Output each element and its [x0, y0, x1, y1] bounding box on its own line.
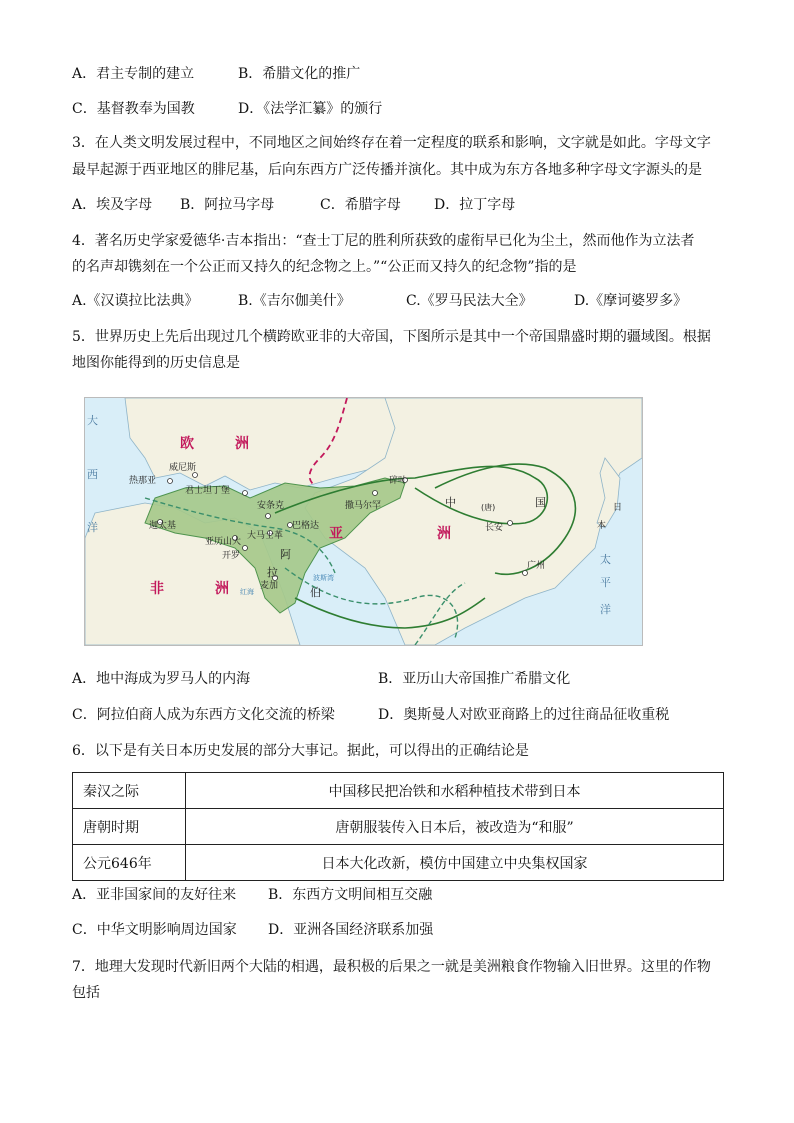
- map-label-baghdad: 巴格达: [292, 521, 320, 531]
- q2-option-a: A．君主专制的建立: [72, 66, 195, 82]
- q5-option-d: D．奥斯曼人对欧亚商路上的过往商品征收重税: [378, 707, 670, 723]
- table-row: [73, 809, 724, 845]
- map-label-ya: 亚: [329, 526, 343, 542]
- guangzhou-dot: [523, 571, 528, 576]
- map-label-la: 拉: [267, 566, 278, 579]
- q5-stem-line1: 5．世界历史上先后出现过几个横跨欧亚非的大帝国，下图所示是其中一个帝国鼎盛时期的疆域图。根据: [72, 329, 711, 345]
- q2-option-d: D．《法学汇纂》的颁行: [238, 101, 383, 117]
- q3-stem-line1: 3．在人类文明发展过程中，不同地区之间始终存在着一定程度的联系和影响，文字就是如此。字母文字: [72, 135, 711, 151]
- map-label-bo: 伯: [310, 586, 321, 599]
- q3-stem-line2: 最早起源于西亚地区的腓尼基，后向东西方广泛传播并演化。其中成为东方各地多种字母文字源头的是: [72, 162, 702, 178]
- map-label-changan: 长安: [485, 523, 504, 533]
- map-label-tai: 太: [600, 553, 611, 566]
- events-table: [72, 772, 724, 881]
- map-label-zhong: 中: [445, 496, 456, 509]
- q4-stem-line2: 的名声却镌刻在一个公正而又持久的纪念物之上。”“公正而又持久的纪念物”指的是: [72, 259, 577, 275]
- q6-option-c: C．中华文明影响周边国家: [72, 922, 237, 938]
- map-label-carthage: 迦太基: [149, 521, 177, 531]
- q4-option-a: A.《汉谟拉比法典》: [72, 293, 199, 309]
- q2-option-c: C．基督教奉为国教: [72, 101, 195, 117]
- map-label-ping: 平: [600, 576, 611, 589]
- map-label-guo: 国: [535, 496, 546, 509]
- map-label-damascus: 大马士革: [247, 531, 284, 541]
- map-label-persian-gulf: 波斯湾: [313, 574, 334, 582]
- map-label-yang: 洋: [87, 521, 98, 534]
- table-row: [73, 845, 724, 881]
- table-row: [73, 773, 724, 809]
- period-cell: 公元646年: [73, 845, 186, 881]
- samarkand-dot: [373, 491, 378, 496]
- map-label-venice: 威尼斯: [169, 463, 197, 473]
- q5-option-c: C．阿拉伯商人成为东西方文化交流的桥梁: [72, 707, 335, 723]
- genoa-dot: [168, 479, 173, 484]
- q4-option-c: C.《罗马民法大全》: [406, 293, 533, 309]
- period-cell: 唐朝时期: [73, 809, 186, 845]
- q5-option-a: A．地中海成为罗马人的内海: [72, 671, 251, 687]
- map-label-cairo: 开罗: [222, 551, 241, 561]
- q7-stem-line1: 7．地理大发现时代新旧两个大陆的相遇，最积极的后果之一就是美洲粮食作物输入旧世界。这里的作物: [72, 959, 711, 975]
- map-label-suiye: 碎叶: [389, 476, 408, 486]
- map-label-ben: 本: [597, 521, 607, 531]
- q5-stem-line2: 地图你能得到的历史信息是: [72, 355, 240, 371]
- map-label-mecca: 麦加: [260, 581, 279, 591]
- q7-stem-line2: 包括: [72, 985, 100, 1001]
- map-label-guangzhou: 广州: [527, 561, 546, 571]
- q3-option-d: D．拉丁字母: [434, 197, 516, 213]
- map-label-fei: 非: [150, 581, 164, 597]
- q4-option-b: B.《吉尔伽美什》: [238, 293, 351, 309]
- q6-option-b: B．东西方文明间相互交融: [268, 887, 433, 903]
- q2-option-b: B．希腊文化的推广: [238, 66, 361, 82]
- q6-option-d: D．亚洲各国经济联系加强: [268, 922, 434, 938]
- q4-option-d: D.《摩诃婆罗多》: [574, 293, 688, 309]
- q4-stem-line1: 4．著名历史学家爱德华·吉本指出：“查士丁尼的胜利所获致的虚衔早已化为尘土，然而他作为立法者: [72, 233, 695, 249]
- event-cell: 日本大化改新，模仿中国建立中央集权国家: [186, 845, 724, 881]
- venice-dot: [193, 473, 198, 478]
- antioch-dot: [266, 514, 271, 519]
- map-label-red-sea: 红海: [240, 588, 254, 596]
- event-cell: 中国移民把冶铁和水稻种植技术带到日本: [186, 773, 724, 809]
- q3-option-c: C．希腊字母: [320, 197, 401, 213]
- map-label-samarkand: 撒马尔罕: [345, 501, 382, 511]
- q6-stem: 6．以下是有关日本历史发展的部分大事记。据此，可以得出的正确结论是: [72, 743, 529, 759]
- cairo-dot: [243, 546, 248, 551]
- map-label-yang-pac: 洋: [600, 603, 611, 616]
- map-label-ri: 日: [613, 503, 623, 513]
- map-label-da: 大: [87, 414, 98, 427]
- map-label-genoa: 热那亚: [129, 476, 157, 486]
- map-label-tang: (唐): [481, 503, 496, 512]
- map-label-a: 阿: [280, 548, 291, 561]
- map-label-zhou-as: 洲: [437, 526, 451, 542]
- map-label-zhou-af: 洲: [215, 581, 229, 597]
- map-label-constantinople: 君士坦丁堡: [185, 486, 231, 496]
- changan-dot: [508, 521, 513, 526]
- period-cell: 秦汉之际: [73, 773, 186, 809]
- map-label-ou: 欧: [180, 436, 194, 452]
- map-label-alexandria: 亚历山大: [205, 537, 242, 547]
- q5-option-b: B．亚历山大帝国推广希腊文化: [378, 671, 571, 687]
- q6-option-a: A．亚非国家间的友好往来: [72, 887, 237, 903]
- q3-option-b: B．阿拉马字母: [180, 197, 275, 213]
- map-label-zhou-eu: 洲: [235, 436, 249, 452]
- event-cell: 唐朝服装传入日本后，被改造为“和服”: [186, 809, 724, 845]
- map-label-antioch: 安条克: [257, 501, 285, 511]
- map-label-xi: 西: [87, 468, 98, 481]
- empire-map: [84, 397, 643, 646]
- constantinople-dot: [243, 491, 248, 496]
- q3-option-a: A．埃及字母: [72, 197, 153, 213]
